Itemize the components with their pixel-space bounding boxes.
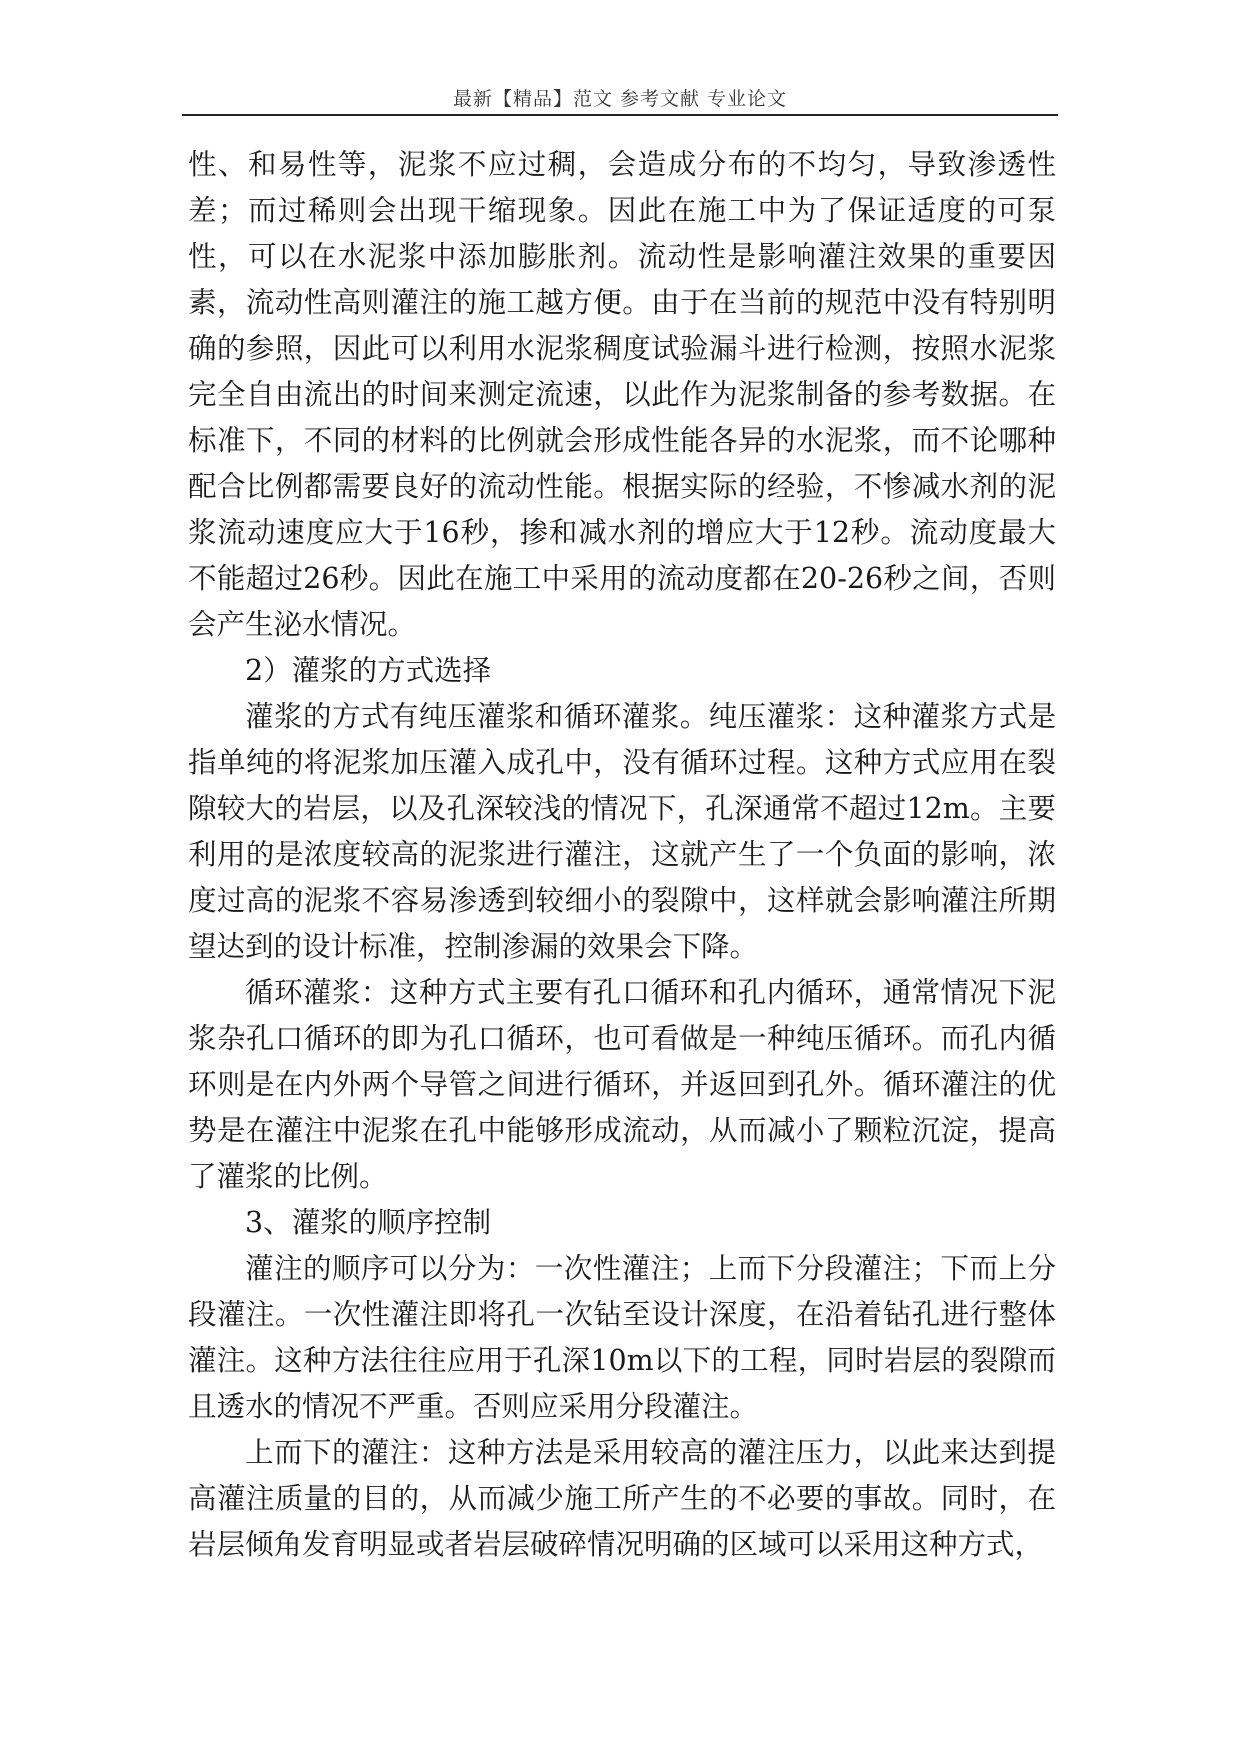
- paragraph-grout-properties: 性、和易性等，泥浆不应过稠，会造成分布的不均匀，导致渗透性差；而过稀则会出现干缩现象。因此在施工中为了保证适度的可泵性，可以在水泥浆中添加膨胀剂。流动性是影响灌注效果的重要因素，流动性高则灌注的施工越方便。由于在当前的规范中没有特别明确的参照，因此可以利用水泥浆稠度试验漏斗进行检测，按照水泥浆完全自由流出的时间来测定流速，以此作为泥浆制备的参考数据。在标准下，不同的材料的比例就会形成性能各异的水泥浆，而不论哪种配合比例都需要良好的流动性能。根据实际的经验，不惨减水剂的泥浆流动速度应大于16秒，掺和减水剂的增应大于12秒。流动度最大不能超过26秒。因此在施工中采用的流动度都在20-26秒之间，否则会产生泌水情况。: [188, 148, 1056, 641]
- paragraph-pure-pressure-grouting: 灌浆的方式有纯压灌浆和循环灌浆。纯压灌浆：这种灌浆方式是指单纯的将泥浆加压灌入成孔中，没有循环过程。这种方式应用在裂隙较大的岩层，以及孔深较浅的情况下，孔深通常不超过12m。主要利用的是浓度较高的泥浆进行灌注，这就产生了一个负面的影响，浓度过高的泥浆不容易渗透到较细小的裂隙中，这样就会影响灌注所期望达到的设计标准，控制渗漏的效果会下降。: [188, 700, 1056, 963]
- header-divider: [182, 114, 1058, 116]
- section-heading-grouting-order: 3、灌浆的顺序控制: [245, 1206, 492, 1239]
- section-heading-grouting-method: 2）灌浆的方式选择: [245, 654, 492, 687]
- page-header: 最新【精品】范文 参考文献 专业论文: [452, 88, 788, 110]
- paragraph-top-down-grouting: 上而下的灌注：这种方法是采用较高的灌注压力，以此来达到提高灌注质量的目的，从而减少施工所产生的不必要的事故。同时，在岩层倾角发育明显或者岩层破碎情况明确的区域可以采用这种方式，: [188, 1436, 1056, 1561]
- paragraph-grouting-order: 灌注的顺序可以分为：一次性灌注；上而下分段灌注；下而上分段灌注。一次性灌注即将孔一次钻至设计深度，在沿着钻孔进行整体灌注。这种方法往往应用于孔深10m以下的工程，同时岩层的裂隙而且透水的情况不严重。否则应采用分段灌注。: [188, 1252, 1056, 1423]
- paragraph-circulation-grouting: 循环灌浆：这种方式主要有孔口循环和孔内循环，通常情况下泥浆杂孔口循环的即为孔口循环，也可看做是一种纯压循环。而孔内循环则是在内外两个导管之间进行循环，并返回到孔外。循环灌注的优势是在灌注中泥浆在孔中能够形成流动，从而减小了颗粒沉淀，提高了灌浆的比例。: [188, 976, 1056, 1193]
- document-body: [188, 142, 1056, 1568]
